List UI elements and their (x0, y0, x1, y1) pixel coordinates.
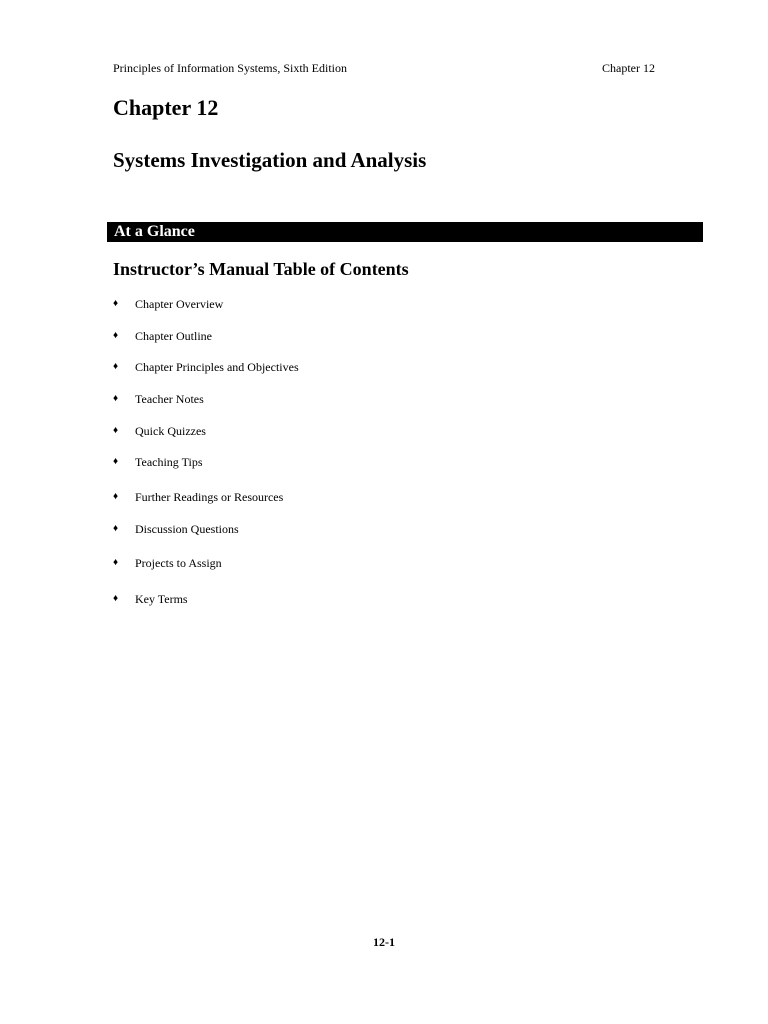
at-a-glance-bar (107, 222, 703, 242)
toc-item-label: Discussion Questions (135, 522, 239, 536)
diamond-bullet-icon: ♦ (113, 593, 119, 604)
chapter-number: Chapter 12 (113, 95, 219, 120)
toc-heading: Instructor’s Manual Table of Contents (113, 259, 409, 279)
page-number-footer: 12-1 (373, 935, 395, 949)
toc-item-quick-quizzes (113, 423, 206, 439)
toc-item-label: Quick Quizzes (135, 424, 206, 438)
toc-item-chapter-outline (113, 328, 212, 344)
toc-item-teaching-tips (113, 454, 203, 470)
toc-item-label: Teaching Tips (135, 455, 203, 469)
diamond-bullet-icon: ♦ (113, 456, 119, 467)
toc-item-label: Chapter Principles and Objectives (135, 360, 299, 374)
toc-item-teacher-notes (113, 391, 204, 407)
diamond-bullet-icon: ♦ (113, 523, 119, 534)
running-header (113, 60, 655, 76)
toc-item-chapter-overview (113, 296, 223, 312)
diamond-bullet-icon: ♦ (113, 393, 119, 404)
toc-item-key-terms (113, 591, 188, 607)
toc-item-label: Projects to Assign (135, 556, 222, 570)
section-bar-label: At a Glance (114, 223, 195, 240)
diamond-bullet-icon: ♦ (113, 361, 119, 372)
toc-item-label: Teacher Notes (135, 392, 204, 406)
book-title: Principles of Information Systems, Sixth Edition (113, 61, 347, 75)
diamond-bullet-icon: ♦ (113, 330, 119, 341)
diamond-bullet-icon: ♦ (113, 425, 119, 436)
diamond-bullet-icon: ♦ (113, 298, 119, 309)
diamond-bullet-icon: ♦ (113, 557, 119, 568)
toc-item-label: Chapter Overview (135, 297, 224, 311)
toc-item-chapter-principles (113, 359, 299, 375)
header-chapter-label: Chapter 12 (602, 61, 655, 75)
diamond-bullet-icon: ♦ (113, 491, 119, 502)
toc-item-label: Chapter Outline (135, 329, 212, 343)
toc-item-label: Further Readings or Resources (135, 490, 284, 504)
toc-item-further-readings (113, 489, 283, 505)
chapter-title: Systems Investigation and Analysis (113, 148, 427, 172)
toc-item-projects-to-assign (113, 555, 222, 571)
toc-item-discussion-questions (113, 521, 239, 537)
toc-item-label: Key Terms (135, 592, 188, 606)
